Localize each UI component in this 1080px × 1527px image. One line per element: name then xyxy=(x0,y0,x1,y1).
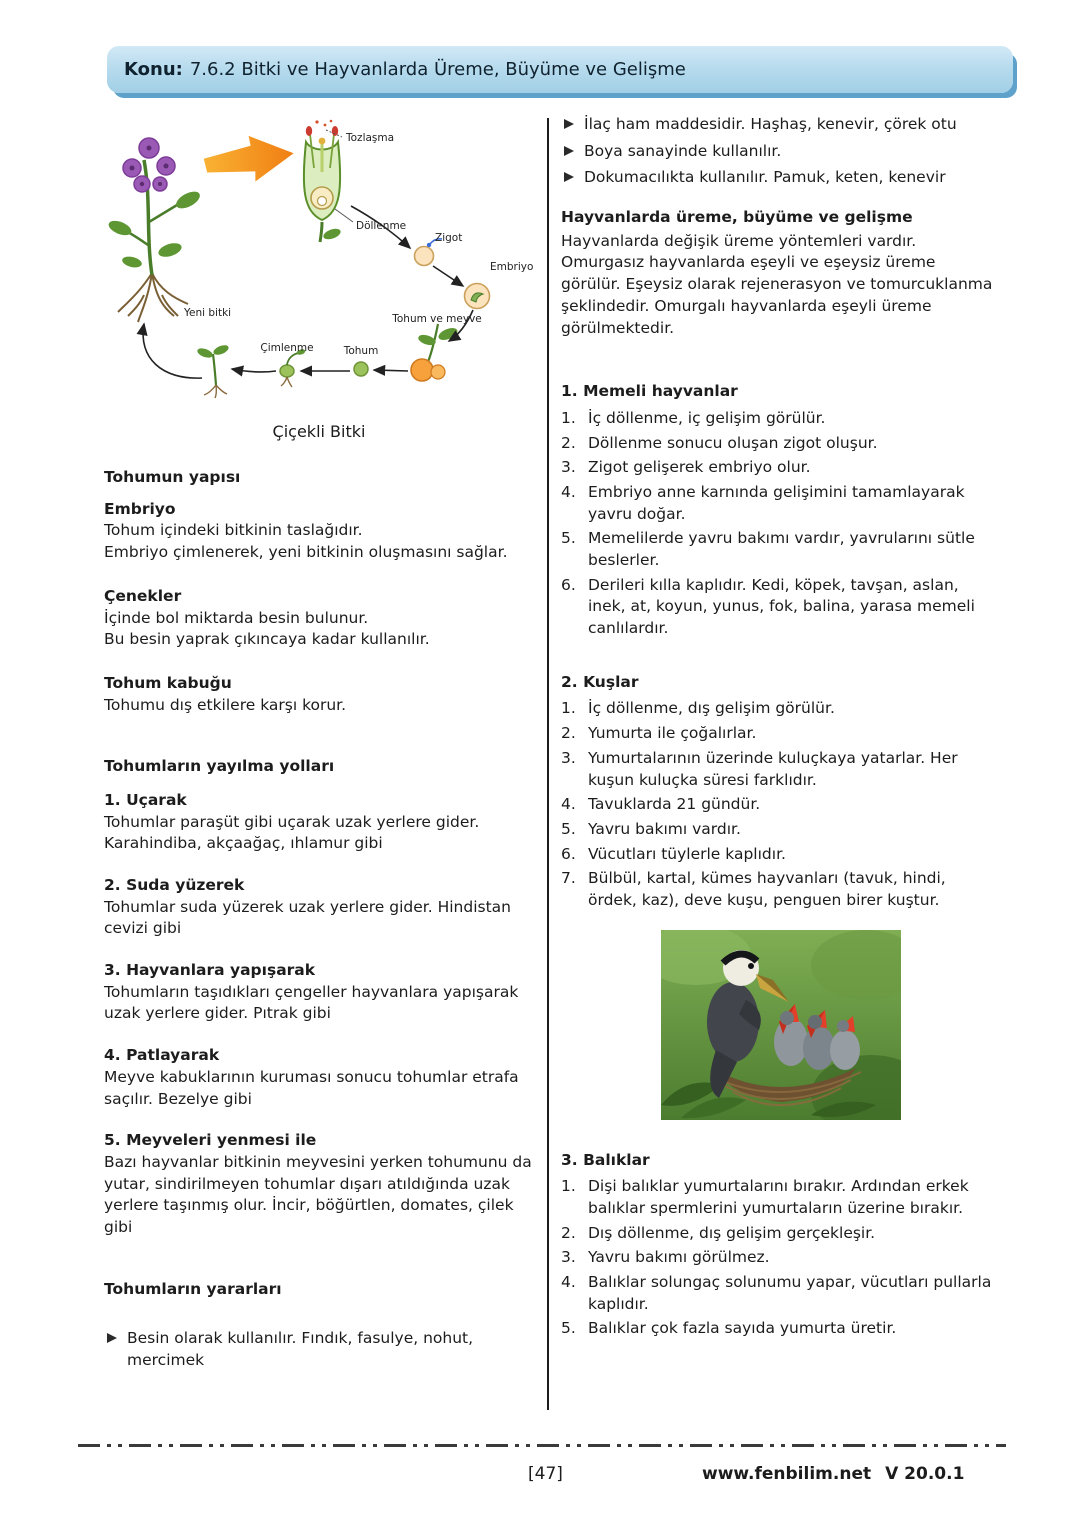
diagram-label-dollenme: Döllenme xyxy=(356,220,407,232)
bullet-text: İlaç ham maddesidir. Haşhaş, kenevir, çörek otu xyxy=(584,115,957,133)
subheading-embriyo: Embriyo xyxy=(104,499,176,518)
seed-part-embriyo xyxy=(104,499,534,564)
diagram-caption: Çiçekli Bitki xyxy=(272,421,366,441)
list-item: 6. Vücutları tüylerle kaplıdır. xyxy=(561,844,786,863)
page-number: [47] xyxy=(528,1464,563,1484)
list-item: 6. Derileri kılla kaplıdır. Kedi, köpek, tavşan, aslan, inek, at, koyun, yunus, fok, balina, yarasa memeli canlılardır. xyxy=(561,575,975,638)
dispersal-item-title: 5. Meyveleri yenmesi ile xyxy=(104,1131,317,1150)
topic-label: Konu: xyxy=(124,59,183,80)
diagram-label-tohum-ve-meyve: Tohum ve meyve xyxy=(392,313,482,325)
dispersal-item-title: 4. Patlayarak xyxy=(104,1046,220,1065)
dispersal-item xyxy=(104,960,534,1025)
body-line: Embriyo çimlenerek, yeni bitkinin oluşmasını sağlar. xyxy=(104,543,508,562)
list-item: 2. Dış döllenme, dış gelişim gerçekleşir. xyxy=(561,1223,876,1242)
site-version: V 20.0.1 xyxy=(885,1464,965,1484)
fruit-illustration xyxy=(411,324,459,381)
seed-part-cenekler xyxy=(104,586,534,651)
bullet-text: Boya sanayinde kullanılır. xyxy=(584,141,782,160)
body-line: Tohum içindeki bitkinin taslağıdır. xyxy=(104,521,363,540)
flowering-plant-illustration xyxy=(107,138,203,322)
list-item: 2. Yumurta ile çoğalırlar. xyxy=(561,724,757,743)
list-item: 1. İç döllenme, dış gelişim görülür. xyxy=(561,699,835,718)
seedling-illustration xyxy=(196,343,230,398)
topic-header xyxy=(107,46,1013,93)
birds-list xyxy=(561,698,993,911)
subheading-cenekler: Çenekler xyxy=(104,586,182,605)
dispersal-item-text: Tohumların taşıdıkları çengeller hayvanlara yapışarak uzak yerlere gider. Pıtrak gibi xyxy=(104,982,519,1023)
germination-illustration xyxy=(280,348,306,387)
arrow-bullet-icon xyxy=(107,1333,117,1343)
heading-benefits: Tohumların yararları xyxy=(104,1279,282,1298)
dispersal-item xyxy=(104,1045,534,1110)
page-title: 7.6.2 Bitki ve Hayvanlarda Üreme, Büyüme ve Gelişme xyxy=(189,59,686,80)
seed-use-bullet xyxy=(561,167,993,189)
diagram-label-zigot: Zigot xyxy=(435,232,463,244)
list-item: 5. Balıklar çok fazla sayıda yumurta üretir. xyxy=(561,1319,897,1338)
list-item: 3. Zigot gelişerek embriyo olur. xyxy=(561,458,811,477)
list-item: 7. Bülbül, kartal, kümes hayvanları (tavuk, hindi, ördek, kaz), deve kuşu, penguen birer kuştur. xyxy=(561,869,946,909)
list-item: 5. Memelilerde yavru bakımı vardır, yavrularını sütle beslerler. xyxy=(561,529,975,569)
diagram-label-tohum: Tohum xyxy=(343,345,379,357)
heading-dispersal: Tohumların yayılma yolları xyxy=(104,757,335,776)
dispersal-item-title: 1. Uçarak xyxy=(104,790,187,809)
list-item: 4. Tavuklarda 21 gündür. xyxy=(561,795,761,814)
big-arrow-icon xyxy=(202,131,296,186)
dispersal-item xyxy=(104,875,534,940)
dispersal-item-text: Tohumlar suda yüzerek uzak yerlere gider. Hindistan cevizi gibi xyxy=(104,897,511,938)
benefit-bullet xyxy=(104,1328,534,1371)
list-item: 4. Balıklar solungaç solunumu yapar, vücutları pullarla kaplıdır. xyxy=(561,1273,992,1313)
list-item: 2. Döllenme sonucu oluşan zigot oluşur. xyxy=(561,433,878,452)
animal-reproduction-intro: Hayvanlarda değişik üreme yöntemleri vardır. Omurgasız hayvanlarda eşeyli ve eşeysiz üreme görülür. Eşeysiz olarak rejenerasyon ve tomurcuklanma şeklindedir. Omurgalı hayvanlarda eşeyli üreme görülmektedir. xyxy=(561,231,993,337)
body-line: Tohumu dış etkilere karşı korur. xyxy=(104,695,347,714)
seed-part-tohum-kabugu xyxy=(104,673,534,716)
list-item: 5. Yavru bakımı vardır. xyxy=(561,819,741,838)
diagram-label-embriyo: Embriyo xyxy=(490,261,534,273)
dispersal-item-title: 3. Hayvanlara yapışarak xyxy=(104,961,316,980)
bird-photo-illustration xyxy=(661,930,901,1120)
plant-life-cycle-diagram xyxy=(104,110,534,412)
embriyo-illustration xyxy=(465,284,490,309)
bird-feeding-chicks-photo xyxy=(661,930,901,1120)
bullet-text: Besin olarak kullanılır. Fındık, fasulye, nohut, mercimek xyxy=(127,1329,474,1370)
dispersal-item-title: 2. Suda yüzerek xyxy=(104,876,245,895)
seed-use-bullet xyxy=(561,114,993,136)
arrow-bullet-icon xyxy=(564,172,574,182)
list-item: 3. Yumurtalarının üzerinde kuluçkaya yatarlar. Her kuşun kuluçka süresi farklıdır. xyxy=(561,748,958,789)
subheading-tohum-kabugu: Tohum kabuğu xyxy=(104,673,232,692)
fish-list xyxy=(561,1176,993,1340)
site-url: www.fenbilim.net xyxy=(702,1464,872,1484)
dispersal-item-text: Meyve kabuklarının kuruması sonucu tohumlar etrafa saçılır. Bezelye gibi xyxy=(104,1067,519,1108)
footer-site xyxy=(702,1464,964,1484)
seed-illustration xyxy=(354,362,368,376)
list-item: 3. Yavru bakımı görülmez. xyxy=(561,1248,770,1267)
bullet-text: Dokumacılıkta kullanılır. Pamuk, keten, kenevir xyxy=(584,168,946,187)
dispersal-item xyxy=(104,790,534,855)
heading-seed-structure: Tohumun yapısı xyxy=(104,468,241,487)
dispersal-item xyxy=(104,1130,534,1238)
arrow-bullet-icon xyxy=(564,146,574,156)
dispersal-item-text: Bazı hayvanlar bitkinin meyvesini yerken tohumunu da yutar, sindirilmeyen tohumlar dışarı atıldığında uzak yerlere taşınmış olur. İncir, böğürtlen, domates, çilek gibi xyxy=(104,1152,532,1236)
heading-birds: 2. Kuşlar xyxy=(561,672,639,691)
right-column xyxy=(561,114,993,1343)
list-item: 4. Embriyo anne karnında gelişimini tamamlayarak yavru doğar. xyxy=(561,482,965,523)
mammals-list xyxy=(561,408,993,640)
column-divider xyxy=(547,118,549,1410)
left-column xyxy=(104,110,534,1377)
body-line: İçinde bol miktarda besin bulunur. xyxy=(104,608,369,627)
heading-mammals: 1. Memeli hayvanlar xyxy=(561,382,738,401)
diagram-label-yeni-bitki: Yeni bitki xyxy=(184,307,232,319)
list-item: 1. İç döllenme, iç gelişim görülür. xyxy=(561,408,826,427)
list-item: 1. Dişi balıklar yumurtalarını bırakır. Ardından erkek balıklar spermlerini yumurtaların üzerine bırakır. xyxy=(561,1177,969,1217)
diagram-label-tozlasma: Tozlaşma xyxy=(346,132,395,144)
heading-fish: 3. Balıklar xyxy=(561,1150,650,1169)
footer-separator xyxy=(78,1444,1006,1447)
body-line: Bu besin yaprak çıkıncaya kadar kullanılır. xyxy=(104,630,430,649)
arrow-bullet-icon xyxy=(564,119,574,129)
seed-use-bullet xyxy=(561,141,993,163)
diagram-label-cimlenme: Çimlenme xyxy=(260,342,314,354)
heading-animal-reproduction: Hayvanlarda üreme, büyüme ve gelişme xyxy=(561,208,913,227)
flower-cross-section-illustration xyxy=(304,120,342,242)
dispersal-item-text: Tohumlar paraşüt gibi uçarak uzak yerlere gider. Karahindiba, akçaağaç, ıhlamur gibi xyxy=(104,812,480,853)
